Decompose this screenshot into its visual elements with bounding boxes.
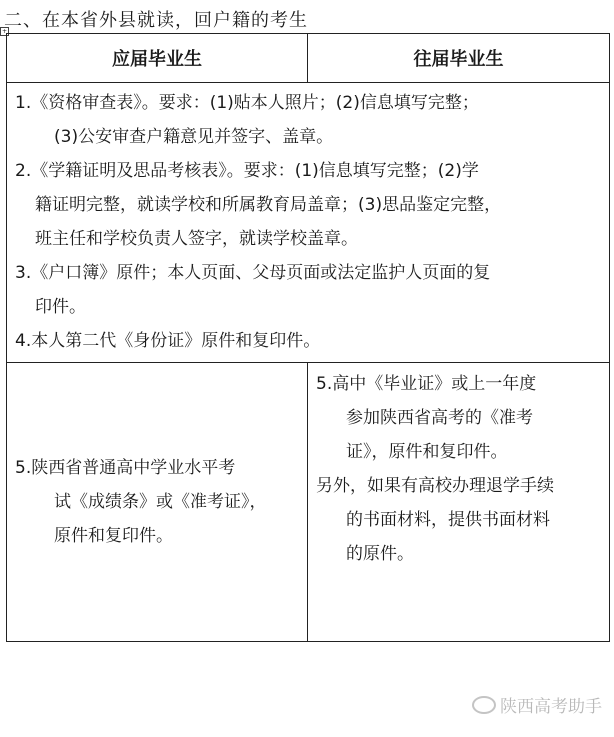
shared-requirements-cell bbox=[7, 83, 610, 363]
split-requirements-row bbox=[7, 363, 610, 642]
item-3-line-1: 3.《户口簿》原件；本人页面、父母页面或法定监护人页面的复 bbox=[15, 263, 491, 283]
item-2-line-2: 籍证明完整，就读学校和所属教育局盖章；(3)思品鉴定完整， bbox=[35, 195, 502, 215]
item-4-line-1: 4.本人第二代《身份证》原件和复印件。 bbox=[15, 331, 321, 351]
past-extra-line-2: 的书面材料，提供书面材料 bbox=[346, 510, 550, 530]
header-fresh-graduates: 应届毕业生 bbox=[7, 34, 308, 83]
past-graduate-cell bbox=[308, 363, 610, 642]
past-item-5-line-3: 证》，原件和复印件。 bbox=[346, 442, 508, 462]
past-extra-line-1: 另外，如果有高校办理退学手续 bbox=[316, 476, 554, 496]
header-past-graduates: 往届毕业生 bbox=[308, 34, 610, 83]
section-title: 二、在本省外县就读，回户籍的考生 bbox=[4, 10, 308, 31]
item-1-line-1: 1.《资格审查表》。要求：(1)贴本人照片；(2)信息填写完整； bbox=[15, 93, 479, 113]
fresh-item-5-line-2: 试《成绩条》或《准考证》， bbox=[54, 492, 267, 512]
item-3-line-2: 印件。 bbox=[35, 297, 86, 317]
table-header-row bbox=[7, 34, 610, 83]
wechat-icon bbox=[472, 696, 496, 714]
watermark-text: 陕西高考助手 bbox=[500, 697, 602, 717]
item-1-line-2: (3)公安审查户籍意见并签字、盖章。 bbox=[54, 127, 334, 147]
watermark bbox=[472, 692, 602, 717]
past-item-5-line-2: 参加陕西省高考的《准考 bbox=[346, 408, 533, 428]
requirements-table bbox=[6, 33, 610, 642]
past-item-5-line-1: 5.高中《毕业证》或上一年度 bbox=[316, 374, 537, 394]
shared-requirements-row bbox=[7, 83, 610, 363]
past-extra-line-3: 的原件。 bbox=[346, 544, 414, 564]
item-2-line-3: 班主任和学校负责人签字，就读学校盖章。 bbox=[35, 229, 358, 249]
table-anchor-icon: + bbox=[1, 28, 8, 35]
item-2-line-1: 2.《学籍证明及思品考核表》。要求：(1)信息填写完整；(2)学 bbox=[15, 161, 479, 181]
fresh-graduate-cell bbox=[7, 363, 308, 642]
fresh-item-5-line-1: 5.陕西省普通高中学业水平考 bbox=[15, 458, 236, 478]
fresh-item-5-line-3: 原件和复印件。 bbox=[54, 526, 173, 546]
